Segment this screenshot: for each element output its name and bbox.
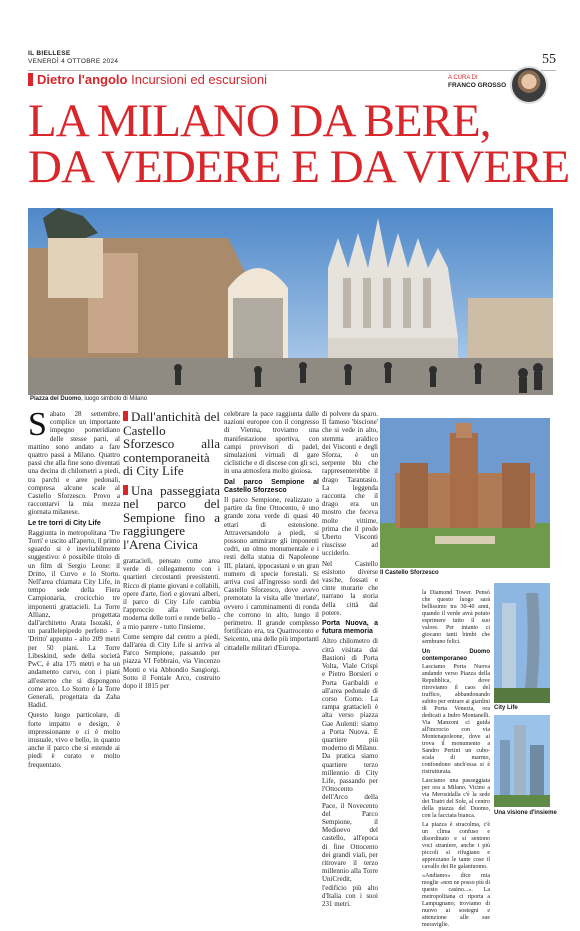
article-paragraph: celebrare la pace raggiunta dalle nazioni europee con il congresso di Vienna, troviamo una manifestazione sportiva, con campi provvisori di padel, simulazioni virtuali di gare ciclistiche e di discese con gli sci, in una atmosfera molto gioiosa. [224,410,319,476]
headline-line-1: LA MILANO DA BERE, [28,95,491,147]
article-paragraph: Nel Castello esistono diverse vasche, fossati e cinte murarie che narrano la storia della città dal potere. [322,559,378,617]
hero-caption-text: , luogo simbolo di Milano [81,396,148,402]
publication-date: VENERDÌ 4 OTTOBRE 2024 [28,58,119,65]
subhead-sempione: Dal parco Sempione al Castello Sforzesco [224,478,319,494]
caption-overview: Una visione d'insieme [494,810,557,816]
article-column-5 [422,590,490,931]
article-paragraph: la Diamond Tower. Pensò che questo luogo sarà bellissimo tra 30-40 anni, quando il verde avrà potuto esprimere tutto il suo valore. Per intanto ci giocano tanti bimbi che sembrano felici. [422,590,490,645]
headline [28,95,570,193]
hero-caption [30,396,147,402]
article-paragraph: di polvere da sparo. Il famoso 'biscione' che si vede in alto, stemma araldico dei Visconti e degli Sforza, è un serpente blu che rappresenterebbe il drago Tarantasio. La leggenda racconta che il drago era un mostro che feceva molte vittime, prima che il prode Uberto Visconti riuscisse ad ucciderlo. [322,410,378,558]
section-subtitle: Incursioni ed escursioni [131,72,267,87]
article-paragraph: grattacieli, pensato come area verde di collegamento con i quartieri circostanti preesistenti. Ricco di piante giovani e collabili, opere d'arte, fiori e giovani alberi, il parco di City Life cambia l'approccio alla verticalità moderna delle torri e rende bello - a mio parere - tutto l'insieme. [123,557,220,631]
pull-quote-marker [123,485,128,495]
article-paragraph: Altro chilometro di città visitata dai Bastioni di Porta Volta, Viale Crispi e Pietro Borsieri e Porta Garibaldi e all'area pedonale di corso Como. La rampa grattacieli è alta verso piazza Gae Aulenti: siamo a Porta Nuova. È quartiere più moderno di Milano. Da pratica siamo quartiere terzo millennio di City Life, passando per l'Ottocento dell'Arco della Pace, il Novecento del Parco Sempione, il Medioevo del castello, all'epoca di fine Ottocento dei grandi viali, per ritrovare il terzo millennio alla Torre UniCredit, l'edificio più alto d'Italia con i suoi 231 metri. [322,637,378,908]
section-title: Dietro l'angolo [37,72,128,87]
article-paragraph: Lasciamo Porta Nuova andando verso Piazza della Repubblica, dove ritroviamo il caos del traffico, abbandonando subito per entrare ai giardini di Porta Venezia, ora dedicati a Indro Montanelli. Via Manzoni ci guida all'incrocio con via Montenapoleone, dove ai trova il monumento a Sandro Pertini un cubo-scala di marmo, confondono anch'essa si è ristrutturata. [422,664,490,775]
article-paragraph: Raggiunta in metropolitana 'Tre Torri' e uscito all'aperto, il primo sguardo si è inevitabilmente suggestivo: è possibile titolo di un film di Sergio Leone: il Dritto, il Curvo e lo Storto. Nell'area chiamata City Life, in tempo sede della Fiera Campionaria, crocicchio tre imponenti grattacieli. La Torre Allianz, progettata dall'architetto Arata Isozaki, è un parallelepipedo perfetto - il 'Dritto' appunto - alto 209 metri per 50 piani. La Torre Libeskind, sede della società PwC, è alta 175 metri e ha un andamento curvo, con i piani all'esterno che si dispongono come arco. Lo Storto è la Torre Generali, progettata da Zaha Hadid. [28,528,120,710]
hero-photo-piazza-duomo [28,208,553,395]
article-column-2 [123,410,220,692]
article-column-1 [28,406,120,771]
article-paragraph: Il parco Sempione, realizzato a partire da fine Ottocento, è uno grande zona verde di quasi 40 ettari di estensione. Attraversandolo a piedi, si possono ammirare gli imponenti cedri, un olmo monumentale e i resti della statua di Napoleone III, platani, ippocastani e un gran numero di specie forestali. Si arriva così all'ingresso sordi del Castello Sforzesco, dove avevo premotato la visita alle 'merlate', ovvero i camminamenti di ronda che corrono in alto, lungo il perimetro. Il grande complesso fortificato era, tra Quattrocento e Seicento, una delle più importanti cittadelle militari d'Europa. [224,496,319,652]
article-paragraph: La piazza è stracolma, c'è un clima confuso e disordinato e si sentono voci straniere, anche i più piccoli si rifugiano e apprezzano le tante cose il cavallo dei Re galantuomo. [422,822,490,870]
photo-castello-sforzesco [380,418,550,568]
overview-illustration [494,715,550,807]
article-paragraph: Questo luogo particolare, di forte impatto e design, è impressionante e ci è molto inusuale, vivo e bello, in quanto anche il parco che si estende ai piedi è curato e molto frequentato. [28,711,120,769]
castle-illustration [380,418,550,568]
pull-quote-text: Una passeggiata nel parco del Sempione fino a raggiungere l'Arena Civica [123,482,220,552]
subhead-city-life: Le tre torri di City Life [28,519,101,527]
pull-quote-marker [123,411,128,421]
subhead-porta-nuova: Porta Nuova, a futura memoria [322,620,378,636]
article-column-3 [224,410,319,654]
city-life-illustration [494,583,550,703]
subhead-duomo: Un Duomo contemporaneo [422,649,490,662]
publication-name: IL BIELLESE [28,50,71,57]
photo-overview [494,715,550,807]
article-paragraph: Come sempre dal centro a piedi, dall'area di City Life si arriva al Parco Sempione, passando per piazza VI Febbraio, via Vincenzo Monti e via Abbondio Sangiorgi. Sotto il Fontale Arco, costruito dopo il 1815 per [123,632,220,691]
publication-masthead [28,50,118,66]
pull-quote-text: Dall'antichità del Castello Sforzesco alla contemporaneità di City Life [123,409,220,478]
pull-quote-1 [123,410,220,478]
headline-line-2: DA VEDERE E DA VIVERE [28,141,570,193]
hero-illustration [28,208,553,395]
header-rule [28,70,556,71]
article-paragraph: abato 28 settembre, complice un importante impegno pomeridiano delle stesse parti, al mattino sono andato a fare quattro passi a Milano. Quattro passi che alla fine sono diventati una decina di chilometri a piedi, tra parchi e aree pedonali, compresa alcune scale al Castello Sforzesco. Provo a raccontarvi la mia mezza giornata milanese. [28,410,120,517]
article-paragraph: Lasciamo una passeggiata per ora a Milano. Vicino a via Merosidalla c'è la sede dei Teatri del Sole, al centro della piazza del Duomo, con la facciata bianca. [422,778,490,819]
page-number: 55 [542,52,556,67]
photo-city-life [494,583,550,703]
author-name: FRANCO GROSSO [448,82,507,89]
author-credit [448,74,506,90]
pull-quote-2 [123,484,220,552]
caption-city-life: City Life [494,705,518,711]
dropcap: S [28,406,47,443]
section-heading [28,72,267,88]
section-marker [28,73,33,86]
article-column-4 [322,410,378,910]
caption-castle: Il Castello Sforzesco [380,570,439,576]
curated-label: A CURA DI [448,75,478,81]
article-paragraph: «Andiamo» dice mia moglie «non ne posso più di questo casino...». La metropolitana ci riporta a Lampugnano; troviamo di nuovo ai sostegni e attenzione alle sue meraviglie. [422,873,490,928]
hero-caption-subject: Piazza del Duomo [30,396,82,402]
